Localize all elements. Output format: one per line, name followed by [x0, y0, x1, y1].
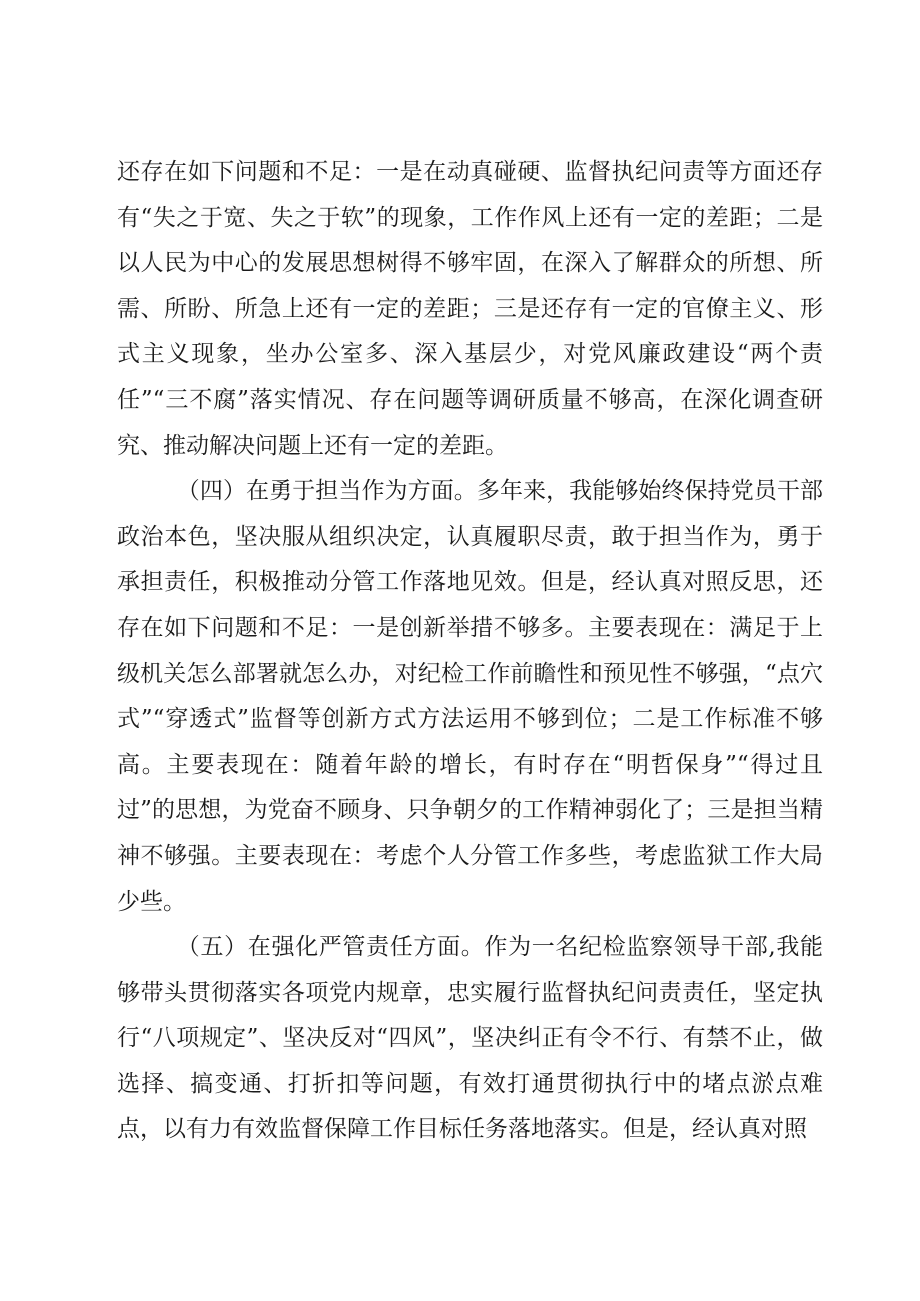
paragraph-section-5-strict-management: （五）在强化严管责任方面。作为一名纪检监察领导干部,我能够带头贯彻落实各项党内规章，忠实履行监督执纪问责责任，坚定执行“八项规定”、坚决反对“四风”，坚决纠正有令不行、有禁不止，做选择、搞变通、打折扣等问题，有效打通贯彻执行中的堵点淤点难点，以有力有效监督保障工作目标任务落地落实。但是，经认真对照 — [117, 934, 823, 1143]
document-body — [117, 150, 823, 1153]
paragraph-continuation: 还存在如下问题和不足：一是在动真碰硬、监督执纪问责等方面还存有“失之于宽、失之于软”的现象，工作作风上还有一定的差距；二是以人民为中心的发展思想树得不够牢固，在深入了解群众的所想、所需、所盼、所急上还有一定的差距；三是还存有一定的官僚主义、形式主义现象，坐办公室多、深入基层少，对党风廉政建设“两个责任”“三不腐”落实情况、存在问题等调研质量不够高，在深化调查研究、推动解决问题上还有一定的差距。 — [117, 159, 823, 459]
paragraph-section-4-courage-to-act: （四）在勇于担当作为方面。多年来，我能够始终保持党员干部政治本色，坚决服从组织决定，认真履职尽责，敢于担当作为，勇于承担责任，积极推动分管工作落地见效。但是，经认真对照反思，还存在如下问题和不足：一是创新举措不够多。主要表现在：满足于上级机关怎么部署就怎么办，对纪检工作前瞻性和预见性不够强，“点穴式”“穿透式”监督等创新方式方法运用不够到位；二是工作标准不够高。主要表现在：随着年龄的增长，有时存在“明哲保身”“得过且过”的思想，为党奋不顾身、只争朝夕的工作精神弱化了；三是担当精神不够强。主要表现在：考虑个人分管工作多些，考虑监狱工作大局少些。 — [117, 478, 823, 915]
